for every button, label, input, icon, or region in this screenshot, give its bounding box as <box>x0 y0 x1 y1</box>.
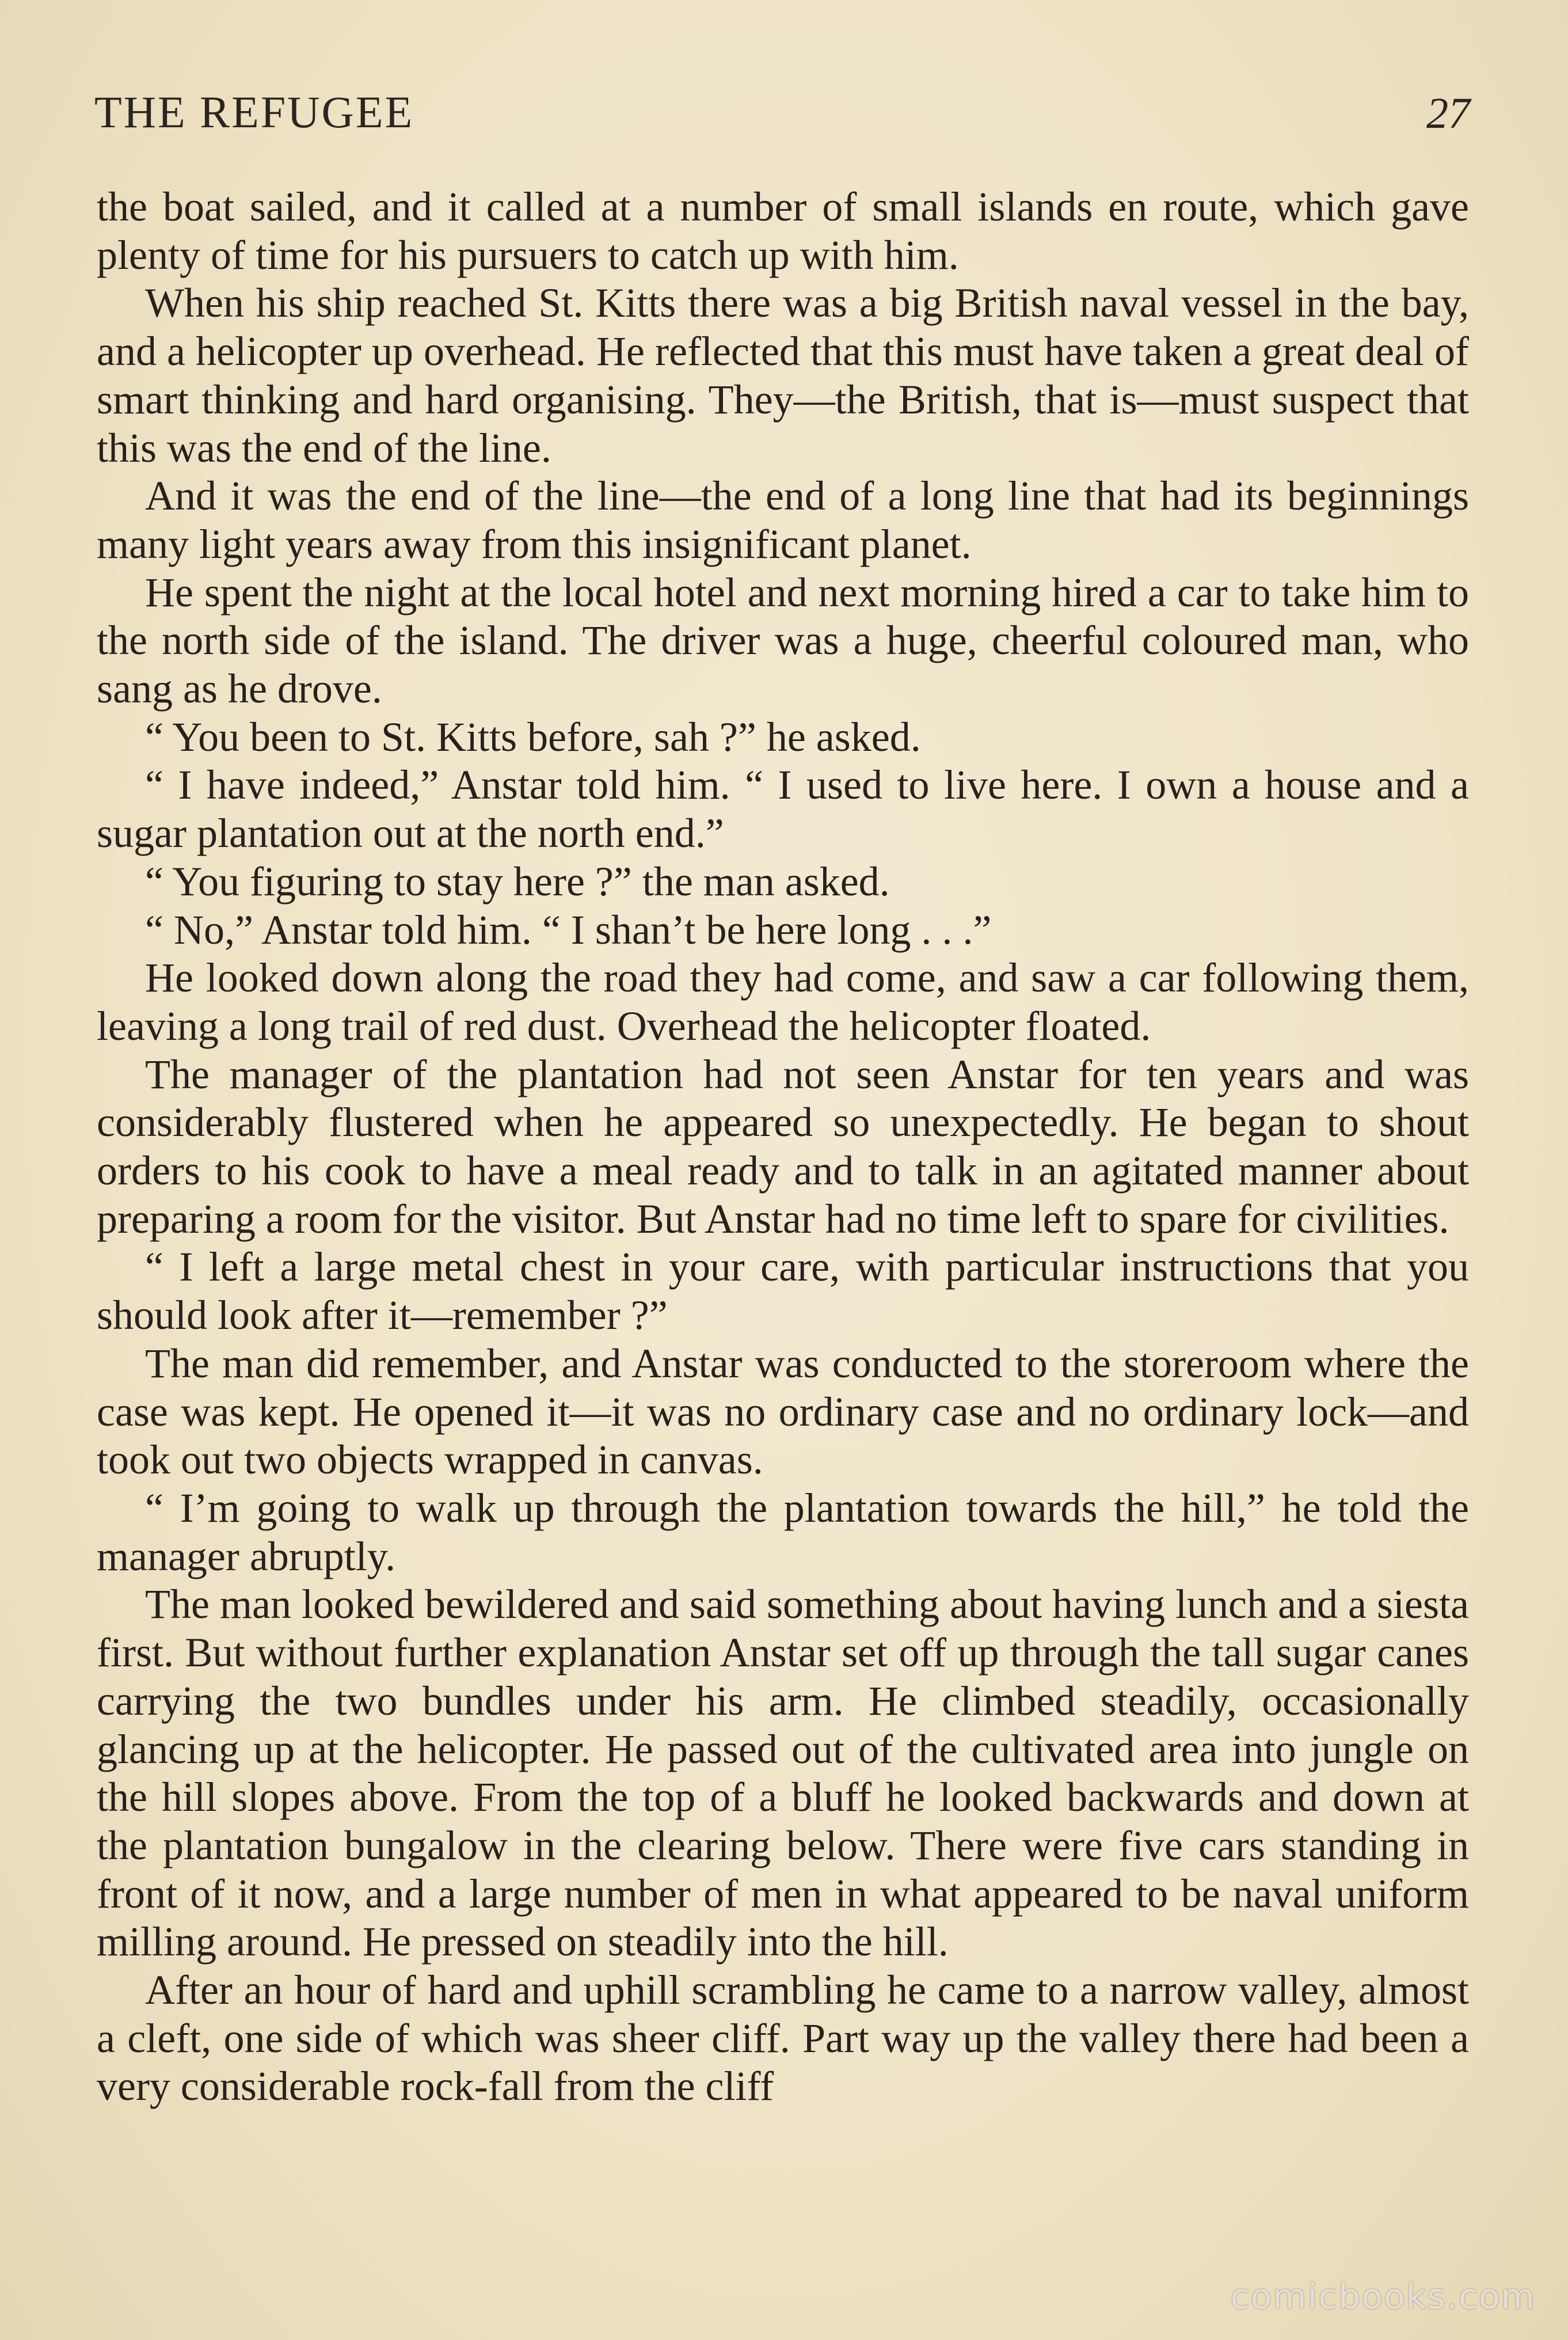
dialogue-paragraph: “ You figuring to stay here ?” the man asked. <box>145 858 890 905</box>
dialogue-paragraph: “ I have indeed,” Anstar told him. “ I used to live here. I own a house and a sugar plantation out at the north end.” <box>97 762 1469 857</box>
paragraph: The man looked bewildered and said something about having lunch and a siesta first. But without further explanation Anstar set off up through the tall sugar canes carrying the two bundles under his arm. He climbed steadily, occasionally glancing up at the helicopter. He passed out of the cultivated area into jungle on the hill slopes above. From the top of a bluff he looked backwards and down at the plantation bungalow in the clearing below. There were five cars standing in front of it now, and a large number of men in what appeared to be naval uniform milling around. He pressed on steadily into the hill. <box>97 1581 1469 1965</box>
paragraph: And it was the end of the line—the end of a long line that had its beginnings many light years away from this insignificant planet. <box>97 473 1469 567</box>
paragraph: The manager of the plantation had not seen Anstar for ten years and was considerably flustered when he appeared so unexpectedly. He began to shout orders to his cook to have a meal ready and to talk in an agitated manner about preparing a room for the visitor. But Anstar had no time left to spare for civilities. <box>97 1051 1469 1242</box>
page-number: 27 <box>1426 89 1470 138</box>
watermark: comicbooks.com <box>1230 2277 1536 2317</box>
paragraph: He looked down along the road they had come, and saw a car following them, leaving a long trail of red dust. Overhead the helicopter floated. <box>97 955 1469 1049</box>
dialogue-paragraph: “ No,” Anstar told him. “ I shan’t be here long . . .” <box>145 906 992 953</box>
paragraph: After an hour of hard and uphill scrambling he came to a narrow valley, almost a cleft, one side of which was sheer cliff. Part way up the valley there had been a very considerable rock-fall from the cliff <box>97 1967 1469 2110</box>
dialogue-paragraph: “ I left a large metal chest in your care, with particular instructions that you should look after it—remember ?” <box>97 1244 1469 1339</box>
dialogue-paragraph: “ You been to St. Kitts before, sah ?” he asked. <box>145 713 921 760</box>
dialogue-paragraph: “ I’m going to walk up through the plantation towards the hill,” he told the manager abruptly. <box>97 1484 1469 1579</box>
chapter-title: THE REFUGEE <box>94 87 414 137</box>
running-head <box>94 86 1470 150</box>
paragraph-continuation: the boat sailed, and it called at a number of small islands en route, which gave plenty of time for his pursuers to catch up with him. <box>97 184 1469 278</box>
paragraph: He spent the night at the local hotel and next morning hired a car to take him to the north side of the island. The driver was a huge, cheerful coloured man, who sang as he drove. <box>97 569 1469 712</box>
paragraph: The man did remember, and Anstar was conducted to the storeroom where the case was kept. He opened it—it was no ordinary case and no ordinary lock—and took out two objects wrapped in canvas. <box>97 1340 1469 1483</box>
body-text <box>97 183 1469 2111</box>
paragraph: When his ship reached St. Kitts there was a big British naval vessel in the bay, and a helicopter up overhead. He reflected that this must have taken a great deal of smart thinking and hard organising. They—the British, that is—must suspect that this was the end of the line. <box>97 280 1469 471</box>
